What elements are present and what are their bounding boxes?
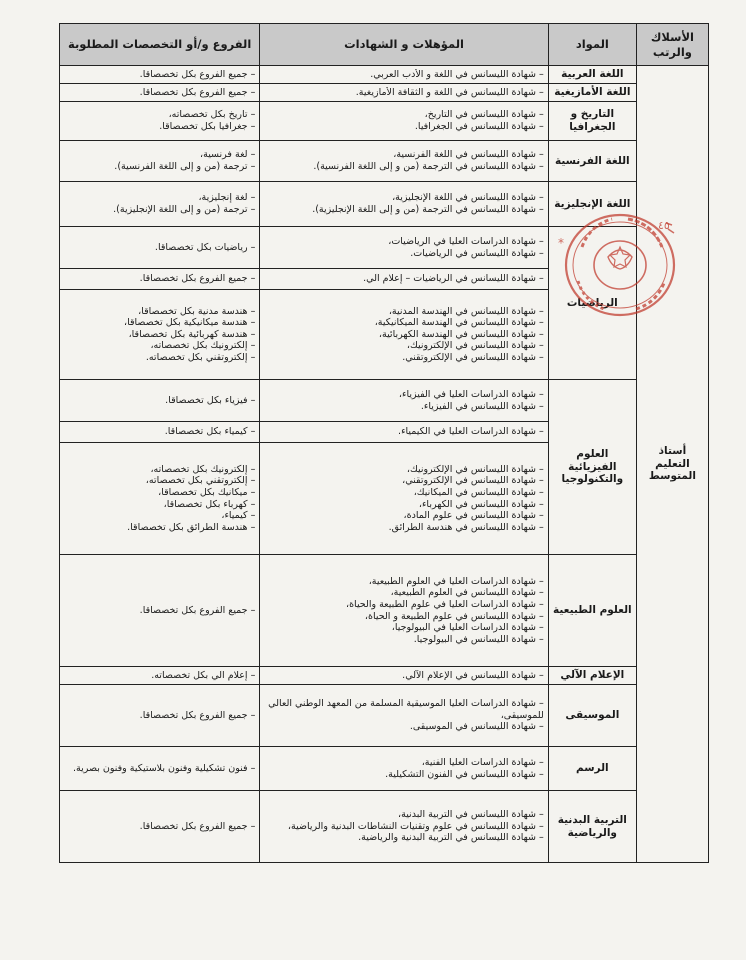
qualification-cell-line: – شهادة الليسانس في الهندسة المدنية، <box>388 305 544 317</box>
qualification-cell <box>260 422 548 443</box>
specialty-cell-line: – جميع الفروع بكل تخصصاقا. <box>139 86 256 98</box>
specialty-cell <box>60 747 260 791</box>
specialty-cell-line: – إلكتروتقني بكل تخصصاته، <box>145 475 256 487</box>
specialty-cell-line: – فنون تشكيلية وفنون بلاستيكية وفنون بصرية. <box>72 762 256 774</box>
table-row <box>60 380 709 422</box>
qualification-cell-line: – شهادة الليسانس في الرياضيات – إعلام آلي. <box>363 273 544 285</box>
specialty-cell <box>60 290 260 380</box>
table-row <box>60 182 709 227</box>
qualification-cell-line: – شهادة الليسانس في البيولوجيا. <box>413 633 544 645</box>
header-specialties: الفروع و/أو التخصصات المطلوبة <box>60 24 260 66</box>
qualification-cell-line: – شهادة الليسانس في العلوم الطبيعية، <box>390 587 544 599</box>
specialty-cell-line: – جميع الفروع بكل تخصصاقا. <box>139 604 256 616</box>
header-rank: الأسلاك والرتب <box>636 24 708 66</box>
qualification-cell-line: – شهادة الدراسات العليا في البيولوجيا، <box>391 622 544 634</box>
rank-cell: أستاذ التعليم المتوسط <box>636 66 708 863</box>
qualification-cell <box>260 443 548 555</box>
subject-cell: الإعلام الآلي <box>548 667 636 685</box>
qualification-cell-line: – شهادة الليسانس في الهندسة الكهربائية، <box>378 328 544 340</box>
specialty-cell-line: – ترجمة (من و إلى اللغة الفرنسية). <box>114 161 256 172</box>
table-row <box>60 102 709 141</box>
subject-cell: اللغة العربية <box>548 66 636 84</box>
qualification-cell-line: – شهادة الدراسات العليا في الرياضيات، <box>388 235 544 247</box>
specialty-cell <box>60 380 260 422</box>
table-row <box>60 227 709 269</box>
specialty-cell <box>60 422 260 443</box>
qualification-cell <box>260 290 548 380</box>
table-row <box>60 66 709 84</box>
qualification-cell <box>260 667 548 685</box>
qualification-cell-line: – شهادة الليسانس في التاريخ، <box>424 109 544 121</box>
qualification-cell-line: – شهادة الليسانس في اللغة و الثقافة الأمازيغية. <box>355 86 544 98</box>
table-row <box>60 667 709 685</box>
qualification-cell-line: – شهادة الليسانس في اللغة الفرنسية، <box>393 149 544 161</box>
specialty-cell-line: – لغة فرنسية، <box>200 149 256 161</box>
qualification-cell-line: – شهادة الليسانس في الفيزياء. <box>420 400 544 412</box>
qualification-cell <box>260 227 548 269</box>
qualification-cell <box>260 66 548 84</box>
subject-cell: الرسم <box>548 747 636 791</box>
specialty-cell-line: – هندسة ميكانيكية بكل تخصصاقا، <box>124 317 256 329</box>
qualification-cell-line: – شهادة الليسانس في الهندسة الميكانيكية، <box>374 317 544 329</box>
qualification-cell-line: – شهادة الليسانس في الترجمة (من و إلى اللغة الإنجليزية). <box>312 204 544 215</box>
qualification-cell <box>260 685 548 747</box>
specialty-cell-line: – هندسة كهربائية بكل تخصصاقا، <box>128 328 256 340</box>
subject-cell: التربية البدنية والرياضية <box>548 791 636 863</box>
qualification-cell-line: – شهادة الدراسات العليا الفنية، <box>421 756 544 768</box>
table-row <box>60 791 709 863</box>
table-row <box>60 685 709 747</box>
specialty-cell-line: – جميع الفروع بكل تخصصاقا. <box>139 68 256 80</box>
qualification-cell-line: – شهادة الدراسات العليا في الكيمياء. <box>398 426 544 438</box>
qualification-cell <box>260 182 548 227</box>
qualification-cell-line: – شهادة الليسانس في اللغة الإنجليزية، <box>392 192 544 204</box>
specialty-cell <box>60 667 260 685</box>
subject-cell: التاريخ و الجغرافيا <box>548 102 636 141</box>
qualification-cell <box>260 269 548 290</box>
subject-cell: الموسيقى <box>548 685 636 747</box>
specialty-cell-line: – ميكانيك بكل تخصصاقا، <box>158 486 256 498</box>
header-subject: المواد <box>548 24 636 66</box>
subject-cell: اللغة الأمازيغية <box>548 84 636 102</box>
qualification-cell-line: – شهادة الليسانس في الإعلام الآلي. <box>402 669 544 681</box>
qualification-cell-line: – شهادة الليسانس في الرياضيات. <box>410 247 544 259</box>
qualification-cell-line: – شهادة الدراسات العليا في علوم الطبيعة والحياة، <box>346 598 544 610</box>
subject-cell: الرياضيات <box>548 227 636 380</box>
specialty-cell-line: – كيمياء بكل تخصصاقا. <box>164 426 256 438</box>
qualification-cell <box>260 747 548 791</box>
specialty-cell-line: – إلكترونيك بكل تخصصاته، <box>150 340 256 352</box>
specialty-cell <box>60 141 260 182</box>
qualification-cell-line: – شهادة الليسانس في التربية البدنية، <box>398 809 544 821</box>
qualification-cell-line: – شهادة الليسانس في علوم المادة، <box>403 510 544 522</box>
table-row <box>60 84 709 102</box>
specialty-cell-line: – إلكترونيك بكل تخصصاته، <box>150 463 256 475</box>
qualification-cell-line: – شهادة الليسانس في علوم وتقنيات النشاطات البدنية والرياضية، <box>287 820 544 832</box>
qualification-cell-line: – شهادة الليسانس في الإلكترونيك، <box>406 340 544 352</box>
table-row <box>60 747 709 791</box>
qualification-cell-line: – شهادة الدراسات العليا في العلوم الطبيعية، <box>368 575 544 587</box>
svg-text:*: * <box>558 236 564 250</box>
specialty-cell-line: – كهرباء بكل تخصصاقا، <box>163 498 256 510</box>
qualification-cell-line: – شهادة الليسانس في الإلكتروتقني. <box>402 351 544 363</box>
qualification-cell-line: – شهادة الليسانس في التربية البدنية والرياضية. <box>358 832 544 844</box>
qualification-cell-line: – شهادة الليسانس في الإلكتروتقني، <box>402 475 544 487</box>
subject-cell: العلوم الطبيعية <box>548 555 636 667</box>
table-row <box>60 555 709 667</box>
qualification-cell <box>260 380 548 422</box>
specialty-cell-line: – ترجمة (من و إلى اللغة الإنجليزية). <box>113 204 256 215</box>
qualification-cell-line: – شهادة الليسانس في اللغة و الأدب العربي. <box>370 68 544 80</box>
specialty-cell-line: – جغرافيا بكل تخصصاقا. <box>159 121 256 132</box>
specialty-cell <box>60 84 260 102</box>
qualification-cell-line: – شهادة الليسانس في علوم الطبيعة و الحياة، <box>364 610 544 622</box>
qualification-cell-line: – شهادة الدراسات العليا في الفيزياء، <box>398 388 544 400</box>
qualification-cell <box>260 141 548 182</box>
qualification-cell-line: – شهادة الدراسات العليا الموسيقية المسلمة من المعهد الوطني العالي للموسيقى، <box>268 698 544 721</box>
specialty-cell <box>60 227 260 269</box>
qualification-cell <box>260 84 548 102</box>
specialty-cell-line: – إعلام آلي بكل تخصصاته. <box>151 669 256 681</box>
specialty-cell-line: – رياضيات بكل تخصصاقا. <box>154 241 256 253</box>
specialty-cell-line: – هندسة مدنية بكل تخصصاقا، <box>138 305 256 317</box>
specialty-cell-line: – تاريخ بكل تخصصاته، <box>168 109 256 121</box>
specialty-cell <box>60 182 260 227</box>
qualification-cell-line: – شهادة الليسانس في الإلكترونيك، <box>406 463 544 475</box>
specialty-cell <box>60 66 260 84</box>
specialty-cell-line: – هندسة الطرائق بكل تخصصاقا. <box>127 521 256 533</box>
subject-cell: العلوم الفيزيائية والتكنولوجيا <box>548 380 636 555</box>
subject-cell: اللغة الفرنسية <box>548 141 636 182</box>
qualification-cell-line: – شهادة الليسانس في الكهرباء، <box>418 498 544 510</box>
table-body <box>60 66 709 863</box>
svg-text:٤٥: ٤٥ <box>658 219 670 232</box>
specialty-cell <box>60 102 260 141</box>
header-qualifications: المؤهلات و الشهادات <box>260 24 548 66</box>
specialty-cell <box>60 685 260 747</box>
table-header-row <box>60 24 709 66</box>
qualification-cell-line: – شهادة الليسانس في الفنون التشكيلية. <box>385 768 544 780</box>
specialty-cell-line: – جميع الفروع بكل تخصصاقا. <box>139 709 256 721</box>
qualification-cell <box>260 791 548 863</box>
specialty-cell-line: – كيمياء، <box>221 510 256 522</box>
specialty-cell <box>60 269 260 290</box>
qualification-cell-line: – شهادة الليسانس في الميكانيك، <box>413 486 544 498</box>
specialty-cell <box>60 443 260 555</box>
qualification-cell <box>260 555 548 667</box>
qualification-cell-line: – شهادة الليسانس في هندسة الطرائق. <box>388 521 544 533</box>
recruitment-table <box>59 23 709 863</box>
qualification-cell-line: – شهادة الليسانس في الموسيقى. <box>409 721 544 733</box>
qualification-cell-line: – شهادة الليسانس في الجغرافيا. <box>414 121 544 132</box>
specialty-cell-line: – جميع الفروع بكل تخصصاقا. <box>139 273 256 285</box>
specialty-cell-line: – إلكتروتقني بكل تخصصاته. <box>145 351 256 363</box>
specialty-cell-line: – لغة إنجليزية، <box>198 192 256 204</box>
specialty-cell-line: – فيزياء بكل تخصصاقا. <box>165 394 256 406</box>
subject-cell: اللغة الإنجليزية <box>548 182 636 227</box>
qualification-cell-line: – شهادة الليسانس في الترجمة (من و إلى اللغة الفرنسية). <box>313 161 544 172</box>
specialty-cell <box>60 555 260 667</box>
specialty-cell <box>60 791 260 863</box>
qualification-cell <box>260 102 548 141</box>
table-row <box>60 141 709 182</box>
specialty-cell-line: – جميع الفروع بكل تخصصاقا. <box>139 820 256 832</box>
